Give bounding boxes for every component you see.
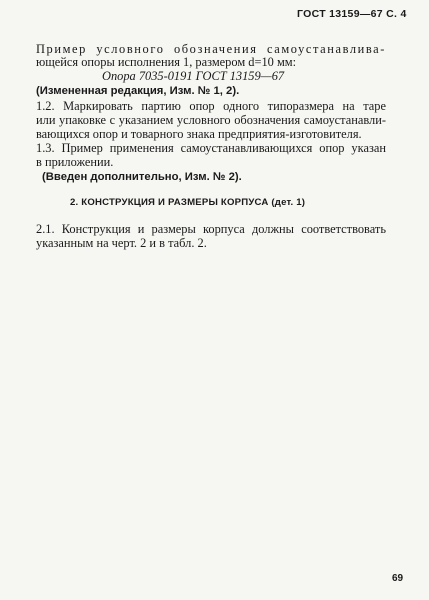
clause-1-3-line-1: 1.3. Пример применения самоустанавливающихся опор указан — [36, 141, 386, 155]
example-intro-line-1: Пример условного обозначения самоустанавлива- — [36, 42, 386, 56]
revision-note-1: (Измененная редакция, Изм. № 1, 2). — [36, 85, 240, 97]
clause-1-2-line-1: 1.2. Маркировать партию опор одного типоразмера на таре — [36, 99, 386, 113]
revision-note-2: (Введен дополнительно, Изм. № 2). — [42, 171, 242, 183]
clause-1-2-line-3: вающихся опор и товарного знака предприятия-изготовителя. — [36, 127, 362, 141]
example-intro-line-2: ющейся опоры исполнения 1, размером d=10 мм: — [36, 55, 297, 69]
designation-example: Опора 7035-0191 ГОСТ 13159—67 — [102, 69, 285, 83]
clause-2-1-line-2: указанным на черт. 2 и в табл. 2. — [36, 236, 207, 250]
page-header: ГОСТ 13159—67 С. 4 — [297, 8, 407, 20]
page-number: 69 — [392, 573, 404, 584]
clause-2-1-line-1: 2.1. Конструкция и размеры корпуса должны соответствовать — [36, 222, 386, 236]
clause-1-3-line-2: в приложении. — [36, 155, 114, 169]
clause-1-2-line-2: или упаковке с указанием условного обозначения самоустанавли- — [36, 113, 386, 127]
section-title: 2. КОНСТРУКЦИЯ И РАЗМЕРЫ КОРПУСА (дет. 1) — [70, 197, 306, 208]
